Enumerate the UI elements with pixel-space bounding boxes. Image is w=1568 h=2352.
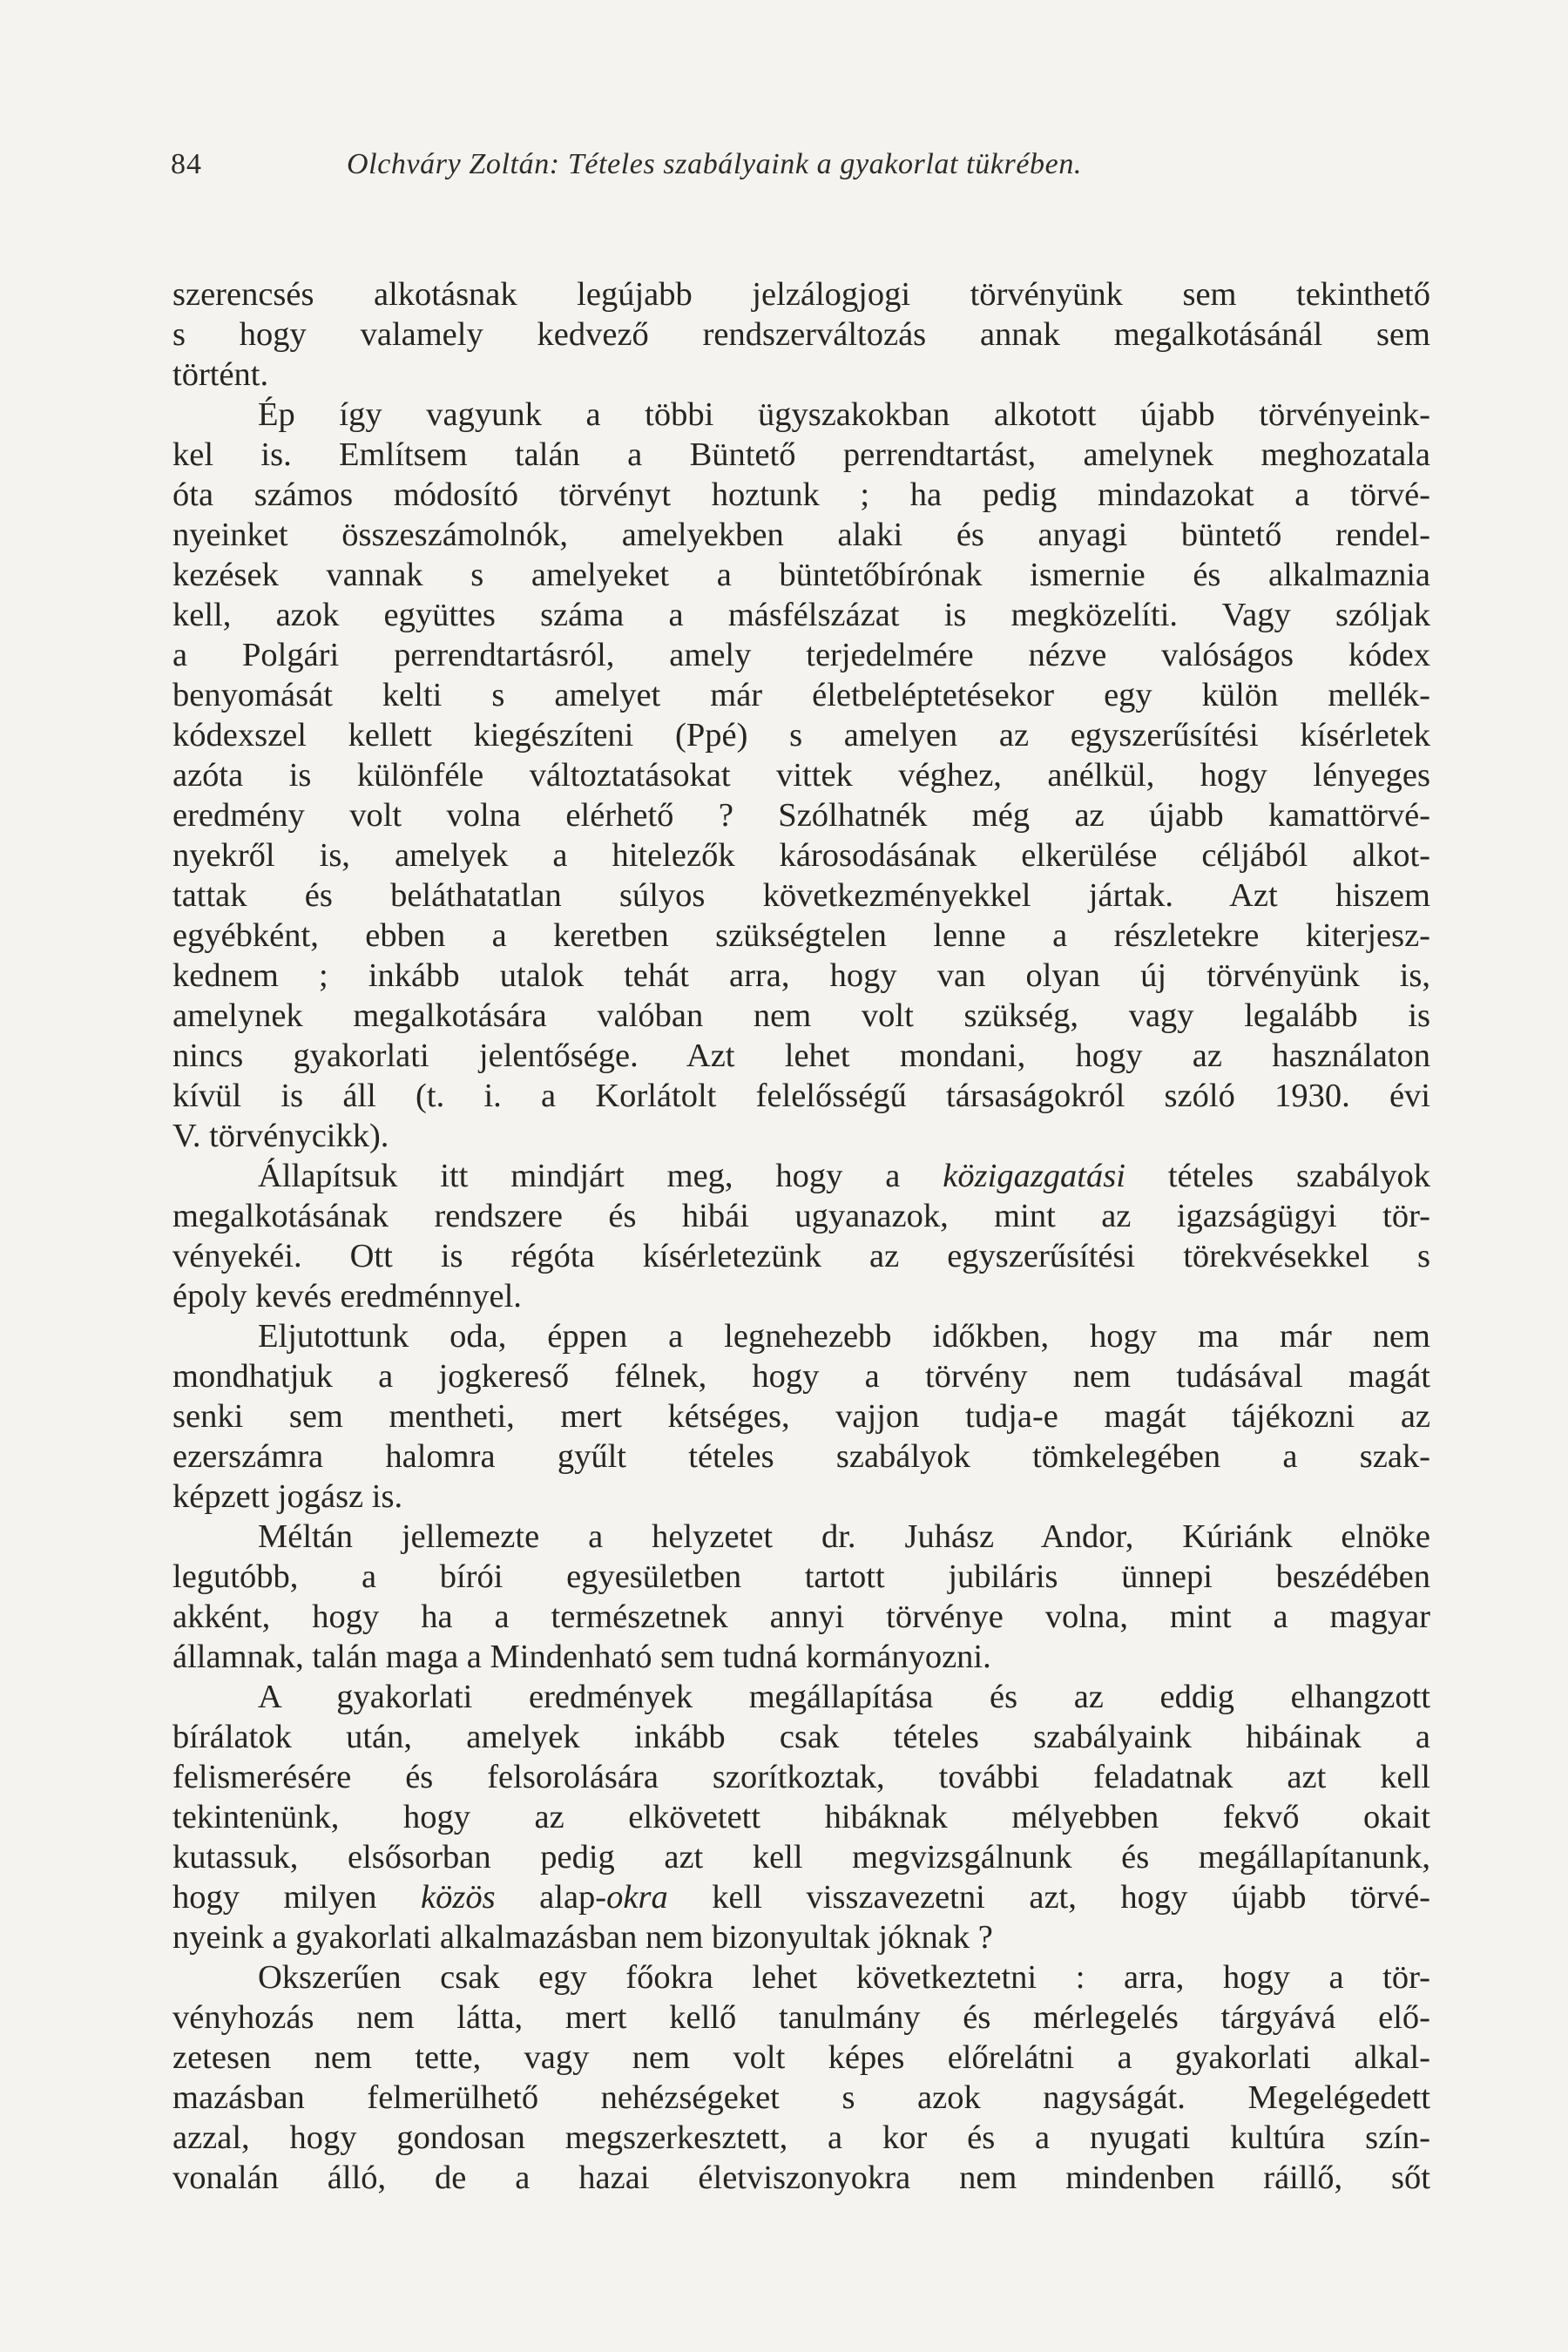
text-segment: kell, azok együttes száma a másfélszázat is megközelíti. Vagy szóljak	[172, 597, 1430, 633]
italic-text-segment: közös	[421, 1879, 496, 1916]
text-line	[172, 1196, 1430, 1236]
text-segment: V. törvénycikk).	[172, 1118, 389, 1154]
text-line	[172, 1477, 1430, 1517]
text-line	[172, 1877, 1430, 1917]
text-line	[172, 1997, 1430, 2038]
text-line	[172, 1837, 1430, 1877]
text-line	[172, 1356, 1430, 1396]
text-line	[172, 1797, 1430, 1837]
text-line	[172, 1156, 1430, 1196]
text-segment: a Polgári perrendtartásról, amely terjedelmére nézve valóságos kódex	[172, 637, 1430, 673]
text-segment: vényekéi. Ott is régóta kísérletezünk az egyszerűsítési törekvésekkel s	[172, 1238, 1430, 1274]
text-line	[172, 1316, 1430, 1356]
text-line	[172, 595, 1430, 635]
text-segment: tattak és beláthatatlan súlyos következményekkel jártak. Azt hiszem	[172, 877, 1430, 914]
text-segment: hogy milyen	[172, 1879, 422, 1916]
text-line	[172, 715, 1430, 755]
text-segment: kezések vannak s amelyeket a büntetőbírónak ismernie és alkalmaznia	[172, 557, 1430, 593]
text-segment: zetesen nem tette, vagy nem volt képes előrelátni a gyakorlati alkal-	[172, 2039, 1430, 2076]
text-segment: legutóbb, a bírói egyesületben tartott jubiláris ünnepi beszédében	[172, 1558, 1430, 1595]
text-line	[172, 675, 1430, 715]
text-line	[172, 1957, 1430, 1997]
text-line	[172, 1917, 1430, 1957]
text-line	[172, 274, 1430, 314]
text-segment: egyébként, ebben a keretben szükségtelen lenne a részletekre kiterjesz-	[172, 917, 1430, 954]
text-segment: óta számos módosító törvényt hoztunk ; ha pedig mindazokat a törvé-	[172, 476, 1430, 513]
text-line	[172, 795, 1430, 835]
text-line	[172, 515, 1430, 555]
text-segment: azóta is különféle változtatásokat vittek véghez, anélkül, hogy lényeges	[172, 757, 1430, 794]
text-segment: képzett jogász is.	[172, 1478, 403, 1515]
text-line	[172, 1597, 1430, 1637]
text-segment: akként, hogy ha a természetnek annyi törvénye volna, mint a magyar	[172, 1598, 1430, 1635]
text-segment: vonalán álló, de a hazai életviszonyokra nem mindenben ráillő, sőt	[172, 2159, 1430, 2196]
text-segment: Ép így vagyunk a többi ügyszakokban alkotott újabb törvényeink-	[258, 396, 1430, 433]
text-segment: kednem ; inkább utalok tehát arra, hogy van olyan új törvényünk is,	[172, 957, 1430, 994]
text-line	[172, 1036, 1430, 1076]
body-text	[172, 274, 1430, 2198]
text-line	[172, 1276, 1430, 1316]
text-line	[172, 395, 1430, 435]
text-line	[172, 2118, 1430, 2158]
text-line	[172, 835, 1430, 875]
text-segment: felismerésére és felsorolására szorítkoztak, további feladatnak azt kell	[172, 1759, 1430, 1795]
text-segment: Okszerűen csak egy főokra lehet következtetni : arra, hogy a tör-	[258, 1959, 1430, 1996]
text-segment: Állapítsuk itt mindjárt meg, hogy a	[258, 1158, 943, 1194]
text-line	[172, 475, 1430, 515]
text-line	[172, 875, 1430, 916]
text-line	[172, 1557, 1430, 1597]
text-segment: senki sem mentheti, mert kétséges, vajjon tudja-e magát tájékozni az	[172, 1398, 1430, 1435]
text-segment: A gyakorlati eredmények megállapítása és az eddig elhangzott	[258, 1679, 1430, 1715]
text-segment: államnak, talán maga a Mindenható sem tudná kormányozni.	[172, 1639, 991, 1675]
page-number: 84	[171, 148, 202, 180]
text-line	[172, 355, 1430, 395]
text-segment: bírálatok után, amelyek inkább csak tételes szabályaink hibáinak a	[172, 1719, 1430, 1755]
text-line	[172, 1677, 1430, 1717]
text-line	[172, 1396, 1430, 1436]
text-segment: kell visszavezetni azt, hogy újabb törvé-	[667, 1879, 1430, 1916]
text-segment: époly kevés eredménnyel.	[172, 1278, 522, 1315]
text-segment: Eljutottunk oda, éppen a legnehezebb időkben, hogy ma már nem	[258, 1318, 1430, 1355]
text-line	[172, 2158, 1430, 2198]
text-segment: kel is. Említsem talán a Büntető perrendtartást, amelynek meghozatala	[172, 436, 1430, 473]
text-line	[172, 755, 1430, 795]
text-segment: amelynek megalkotására valóban nem volt szükség, vagy legalább is	[172, 997, 1430, 1034]
italic-text-segment: okra	[606, 1879, 668, 1916]
text-segment: vényhozás nem látta, mert kellő tanulmány és mérlegelés tárgyává elő-	[172, 1999, 1430, 2036]
text-segment: kívül is áll (t. i. a Korlátolt felelősségű társaságokról szóló 1930. évi	[172, 1078, 1430, 1114]
text-line	[172, 1436, 1430, 1477]
text-line	[172, 435, 1430, 475]
text-segment: kutassuk, elsősorban pedig azt kell megvizsgálnunk és megállapítanunk,	[172, 1839, 1430, 1876]
text-segment: megalkotásának rendszere és hibái ugyanazok, mint az igazságügyi tör-	[172, 1198, 1430, 1234]
text-segment: szerencsés alkotásnak legújabb jelzálogjogi törvényünk sem tekinthető	[172, 276, 1430, 313]
page-header	[171, 148, 1434, 192]
text-line	[172, 555, 1430, 595]
text-line	[172, 996, 1430, 1036]
text-line	[172, 1236, 1430, 1276]
text-line	[172, 1116, 1430, 1156]
running-head: Olchváry Zoltán: Tételes szabályaink a gyakorlat tükrében.	[347, 148, 1083, 180]
text-segment: azzal, hogy gondosan megszerkesztett, a kor és a nyugati kultúra szín-	[172, 2119, 1430, 2156]
text-segment: tekintenünk, hogy az elkövetett hibáknak mélyebben fekvő okait	[172, 1799, 1430, 1835]
text-segment: Méltán jellemezte a helyzetet dr. Juhász Andor, Kúriánk elnöke	[258, 1518, 1430, 1555]
text-line	[172, 1076, 1430, 1116]
text-line	[172, 2038, 1430, 2078]
text-line	[172, 916, 1430, 956]
italic-text-segment: közigazgatási	[943, 1158, 1125, 1194]
text-segment: mazásban felmerülhető nehézségeket s azok nagyságát. Megelégedett	[172, 2079, 1430, 2116]
text-segment: tételes szabályok	[1125, 1158, 1430, 1194]
text-line	[172, 635, 1430, 675]
text-segment: alap-	[495, 1879, 607, 1916]
text-segment: nyeinket összeszámolnók, amelyekben alaki és anyagi büntető rendel-	[172, 517, 1430, 553]
text-line	[172, 1637, 1430, 1677]
text-segment: nyeink a gyakorlati alkalmazásban nem bizonyultak jóknak ?	[172, 1919, 993, 1956]
text-line	[172, 1517, 1430, 1557]
text-segment: s hogy valamely kedvező rendszerváltozás annak megalkotásánál sem	[172, 316, 1430, 353]
text-segment: nyekről is, amelyek a hitelezők károsodásának elkerülése céljából alkot-	[172, 837, 1430, 874]
text-segment: kódexszel kellett kiegészíteni (Ppé) s amelyen az egyszerűsítési kísérletek	[172, 717, 1430, 754]
text-segment: történt.	[172, 356, 269, 393]
text-line	[172, 1757, 1430, 1797]
text-segment: ezerszámra halomra gyűlt tételes szabályok tömkelegében a szak-	[172, 1438, 1430, 1475]
text-segment: eredmény volt volna elérhető ? Szólhatnék még az újabb kamattörvé-	[172, 797, 1430, 834]
text-segment: benyomását kelti s amelyet már életbeléptetésekor egy külön mellék-	[172, 677, 1430, 713]
text-segment: mondhatjuk a jogkereső félnek, hogy a törvény nem tudásával magát	[172, 1358, 1430, 1395]
text-line	[172, 314, 1430, 355]
text-line	[172, 956, 1430, 996]
text-segment: nincs gyakorlati jelentősége. Azt lehet mondani, hogy az használaton	[172, 1037, 1430, 1074]
text-line	[172, 1717, 1430, 1757]
text-line	[172, 2078, 1430, 2118]
